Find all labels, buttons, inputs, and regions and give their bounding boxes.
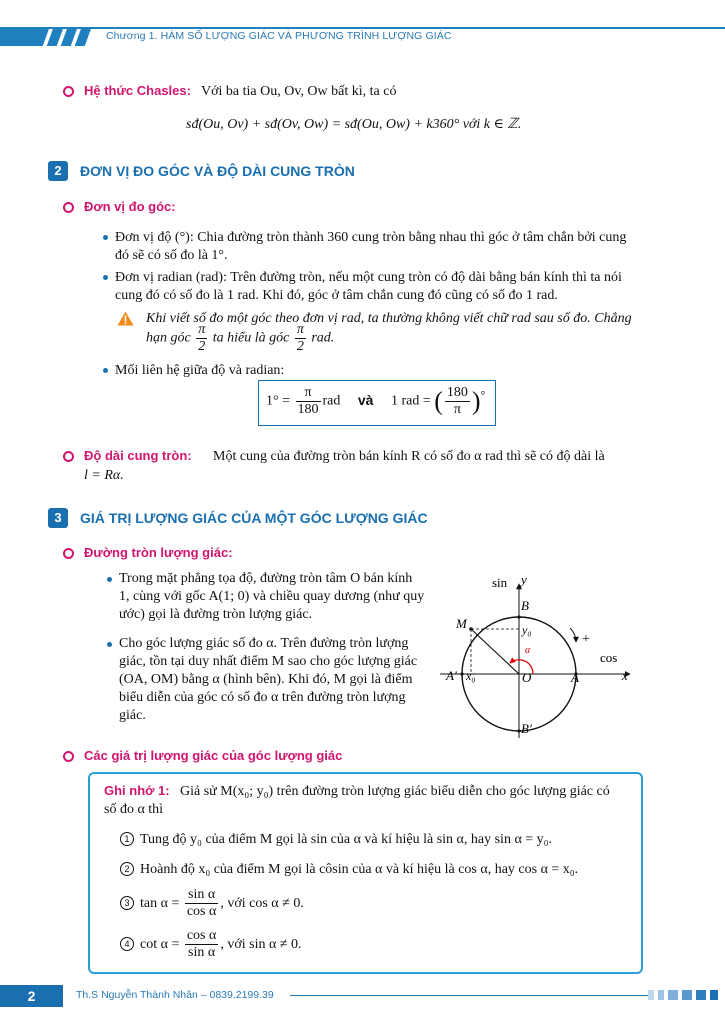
- cos-axis-label: cos: [600, 650, 618, 665]
- section-title: ĐƠN VỊ ĐO GÓC VÀ ĐỘ DÀI CUNG TRÒN: [80, 163, 355, 179]
- section-number: 2: [48, 161, 68, 181]
- section-marker-icon: [63, 86, 74, 97]
- radian-line-1: Đơn vị radian (rad): Trên đường tròn, nếu một cung tròn có độ dài bằng bán kính thì ta nói: [115, 270, 622, 285]
- trig-values-label: Các giá trị lượng giác của góc lượng giác: [84, 748, 343, 763]
- warning-line-2: hạn góc $\frac{\pi}{2}$ ta hiểu là góc $\frac{\pi}{2}$ rad.: [146, 322, 335, 354]
- section-title: GIÁ TRỊ LƯỢNG GIÁC CỦA MỘT GÓC LƯỢNG GIÁC: [80, 510, 428, 526]
- section-marker-icon: [63, 202, 74, 213]
- note-item-4: 4 cot α = $\frac{\text{cos α}}{\text{sin α}}$ , với sin α ≠ 0.: [120, 926, 302, 964]
- circle-def-line-1: Trong mặt phẳng tọa độ, đường tròn tâm O bán kính: [119, 571, 413, 586]
- positive-direction-arrow: [570, 628, 576, 642]
- svg-text:B: B: [521, 598, 529, 613]
- bullet-icon: [107, 642, 112, 647]
- unit-circle-figure: [440, 570, 640, 740]
- note-item-1: 1 Tung độ y₀ của điểm M gọi là sin của α và kí hiệu là sin α, hay sin α = y₀.: [120, 830, 552, 849]
- bullet-icon: [103, 368, 108, 373]
- point-def-line-1: Cho góc lượng giác số đo α. Trên đường tròn lượng: [119, 636, 409, 651]
- svg-text:x: x: [622, 668, 628, 683]
- degree-line-1: Đơn vị độ (°): Chia đường tròn thành 360 cung tròn bằng nhau thì góc ở tâm chắn bởi cung: [115, 230, 627, 245]
- svg-text:O: O: [522, 670, 532, 685]
- svg-text:x₀: x₀: [466, 669, 476, 683]
- note-intro-line-2: số đo α thì: [104, 802, 164, 817]
- arc-length-label: Độ dài cung tròn:: [84, 448, 192, 463]
- section-marker-icon: [63, 751, 74, 762]
- point-def-line-3: (OA, OM) bằng α (hình bên). Khi đó, M gọi là điểm: [119, 672, 413, 687]
- svg-text:A: A: [571, 670, 579, 685]
- chapter-title: Chương 1. HÀM SỐ LƯỢNG GIÁC VÀ PHƯƠNG TRÌNH LƯỢNG GIÁC: [106, 30, 452, 42]
- svg-text:B′: B′: [521, 721, 532, 736]
- section-number: 3: [48, 508, 68, 528]
- note-title: Ghi nhớ 1:: [104, 783, 170, 798]
- point-def-line-2: giác, tồn tại duy nhất điểm M sao cho góc lượng giác: [119, 654, 418, 669]
- section-marker-icon: [63, 548, 74, 559]
- point-def-line-4: biểu diễn của góc có số đo α trên đường tròn lượng: [119, 690, 406, 705]
- svg-text:α: α: [525, 645, 531, 656]
- note-intro-line-1: Giả sử M(x₀; y₀) trên đường tròn lượng giác biểu diễn cho góc lượng giác có: [180, 784, 610, 799]
- arc-length-line-1: Một cung của đường tròn bán kính R có số đo α rad thì sẽ có độ dài là: [213, 449, 605, 464]
- chasles-text: Với ba tia Ou, Ov, Ow bất kì, ta có: [201, 84, 397, 99]
- bullet-icon: [107, 577, 112, 582]
- note-item-2: 2 Hoành độ x₀ của điểm M gọi là côsin của α và kí hiệu là cos α, hay cos α = x₀.: [120, 860, 578, 879]
- degree-line-2: đó sẽ có số đo là 1°.: [115, 248, 228, 263]
- svg-text:y: y: [521, 572, 527, 587]
- circle-def-line-3: ước) gọi là đường tròn lượng giác.: [119, 607, 313, 622]
- point-def-line-5: giác.: [119, 708, 146, 723]
- trig-circle-label: Đường tròn lượng giác:: [84, 545, 233, 560]
- bullet-icon: [103, 275, 108, 280]
- svg-text:A′: A′: [446, 668, 457, 683]
- bullet-icon: [103, 235, 108, 240]
- svg-text:y₀: y₀: [522, 623, 532, 637]
- footer-rule: [290, 995, 650, 996]
- radius-OM: [471, 629, 519, 674]
- note-item-3: 3 tan α = $\frac{\text{sin α}}{\text{cos α}}$ , với cos α ≠ 0.: [120, 885, 304, 923]
- radian-line-2: cung đó có số đo là 1 rad. Khi đó, góc ở tâm chắn cung đó cũng có số đo 1 rad.: [115, 288, 558, 303]
- footer-author: Th.S Nguyễn Thành Nhân – 0839.2199.39: [76, 989, 274, 1001]
- header-stripes: [0, 28, 100, 46]
- section-marker-icon: [63, 451, 74, 462]
- arc-length-line-2: l = Rα.: [84, 468, 124, 483]
- chasles-label: Hệ thức Chasles:: [84, 83, 191, 98]
- warning-line-1: Khi viết số đo một góc theo đơn vị rad, ta thường không viết chữ rad sau số đo. Chẳng: [146, 311, 632, 326]
- circle-def-line-2: 1, cùng với gốc A(1; 0) và chiều quay dương (như quy: [119, 589, 425, 604]
- svg-text:+: +: [582, 632, 590, 647]
- relation-text: Mối liên hệ giữa độ và radian:: [115, 363, 285, 378]
- header-rule: [0, 27, 725, 29]
- page-number: 2: [0, 985, 63, 1007]
- warning-icon: [117, 311, 134, 326]
- footer-decoration: [648, 987, 718, 1003]
- svg-text:M: M: [456, 616, 467, 631]
- chasles-formula: sđ(Ou, Ov) + sđ(Ov, Ow) = sđ(Ou, Ow) + k360° với k ∈ ℤ.: [186, 117, 522, 132]
- conversion-formula: 1° = $\frac{\pi}{180}$ rad và 1 rad = ( $\frac{180}{\pi}$ )°: [266, 385, 486, 417]
- sin-axis-label: sin: [492, 575, 508, 590]
- unit-label: Đơn vị đo góc:: [84, 199, 176, 214]
